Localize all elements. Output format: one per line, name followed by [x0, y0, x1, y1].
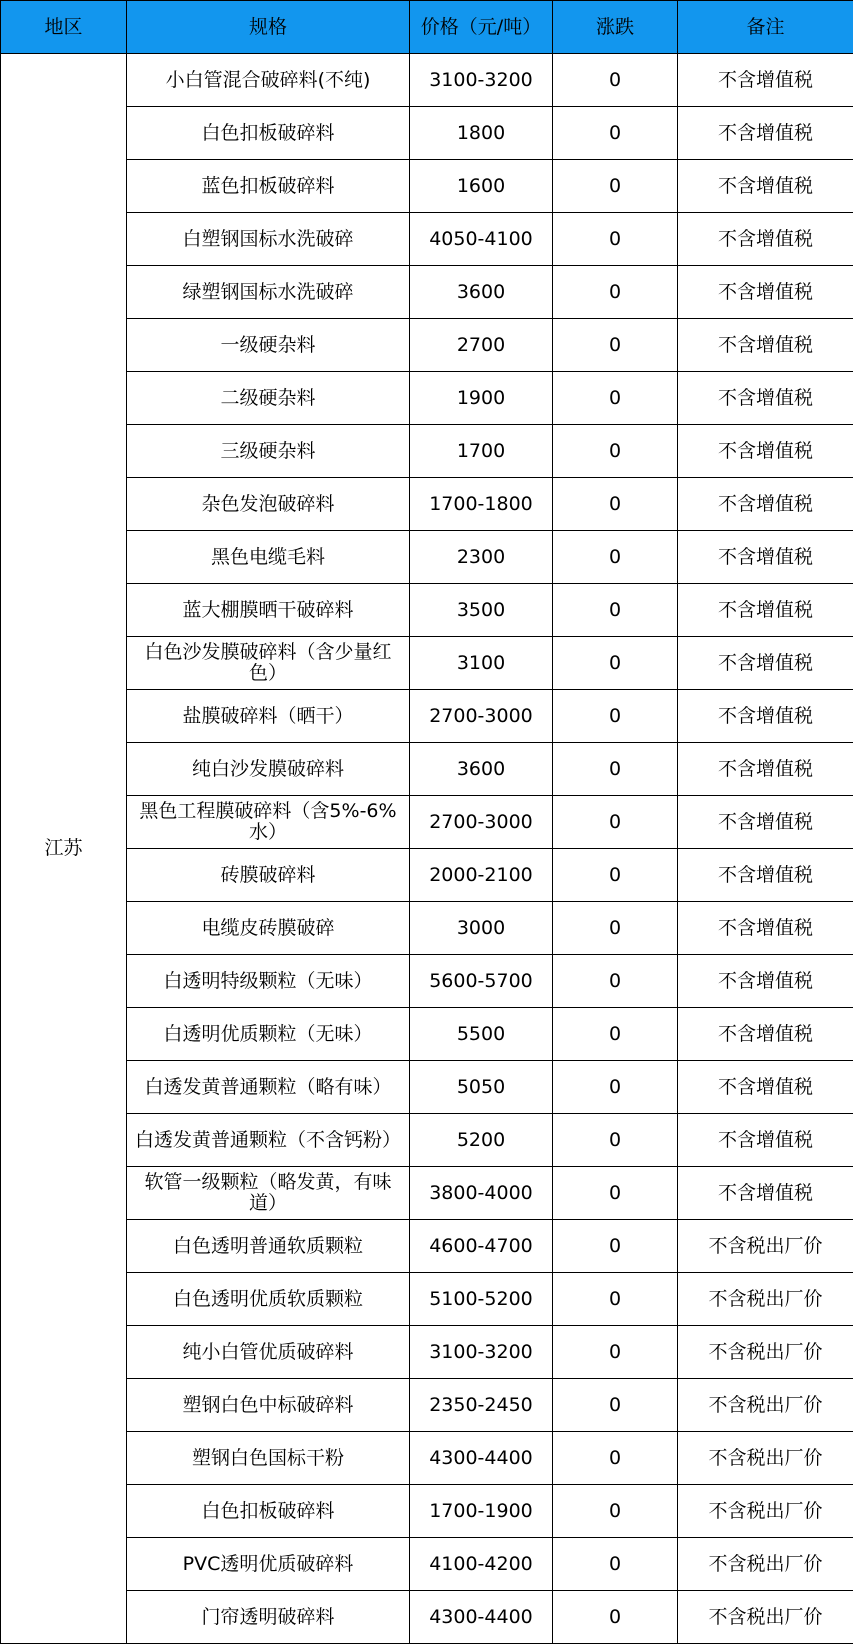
change-cell: 0: [553, 584, 678, 637]
price-cell: 3000: [410, 902, 553, 955]
change-cell: 0: [553, 690, 678, 743]
change-cell: 0: [553, 425, 678, 478]
note-cell: 不含税出厂价: [678, 1220, 853, 1273]
price-cell: 5600-5700: [410, 955, 553, 1008]
price-cell: 4300-4400: [410, 1432, 553, 1485]
spec-cell: 白色透明优质软质颗粒: [127, 1273, 410, 1326]
price-cell: 1800: [410, 107, 553, 160]
note-cell: 不含税出厂价: [678, 1379, 853, 1432]
table-row: [1, 796, 853, 849]
note-cell: 不含税出厂价: [678, 1273, 853, 1326]
price-cell: 4600-4700: [410, 1220, 553, 1273]
table-row: [1, 319, 853, 372]
spec-cell: 三级硬杂料: [127, 425, 410, 478]
spec-cell: 白色沙发膜破碎料（含少量红色）: [127, 637, 410, 690]
table-row: [1, 637, 853, 690]
price-cell: 1700-1900: [410, 1485, 553, 1538]
change-cell: 0: [553, 796, 678, 849]
note-cell: 不含税出厂价: [678, 1538, 853, 1591]
change-cell: 0: [553, 1326, 678, 1379]
table-row: [1, 1273, 853, 1326]
table-row: [1, 478, 853, 531]
table-row: [1, 1538, 853, 1591]
change-cell: 0: [553, 1220, 678, 1273]
change-cell: 0: [553, 213, 678, 266]
table-row: [1, 372, 853, 425]
table-row: [1, 531, 853, 584]
change-cell: 0: [553, 955, 678, 1008]
table-row: [1, 1167, 853, 1220]
price-cell: 4050-4100: [410, 213, 553, 266]
change-cell: 0: [553, 160, 678, 213]
note-cell: 不含增值税: [678, 637, 853, 690]
note-cell: 不含税出厂价: [678, 1485, 853, 1538]
table-row: [1, 1485, 853, 1538]
note-cell: 不含增值税: [678, 1008, 853, 1061]
note-cell: 不含增值税: [678, 849, 853, 902]
table-row: [1, 584, 853, 637]
spec-cell: 小白管混合破碎料(不纯): [127, 54, 410, 107]
note-cell: 不含增值税: [678, 54, 853, 107]
spec-cell: 黑色工程膜破碎料（含5%-6%水）: [127, 796, 410, 849]
spec-cell: 白色扣板破碎料: [127, 1485, 410, 1538]
header-note: 备注: [678, 1, 853, 54]
price-cell: 4300-4400: [410, 1591, 553, 1644]
change-cell: 0: [553, 319, 678, 372]
price-cell: 3500: [410, 584, 553, 637]
note-cell: 不含税出厂价: [678, 1326, 853, 1379]
price-cell: 2700-3000: [410, 796, 553, 849]
change-cell: 0: [553, 743, 678, 796]
note-cell: 不含税出厂价: [678, 1432, 853, 1485]
table-row: [1, 1591, 853, 1644]
table-row: [1, 1326, 853, 1379]
table-header-row: [1, 1, 853, 54]
spec-cell: 白透明特级颗粒（无味）: [127, 955, 410, 1008]
price-cell: 2700: [410, 319, 553, 372]
price-cell: 5050: [410, 1061, 553, 1114]
price-cell: 2000-2100: [410, 849, 553, 902]
note-cell: 不含增值税: [678, 1167, 853, 1220]
note-cell: 不含增值税: [678, 319, 853, 372]
note-cell: 不含增值税: [678, 743, 853, 796]
table-row: [1, 107, 853, 160]
note-cell: 不含增值税: [678, 213, 853, 266]
price-cell: 1700: [410, 425, 553, 478]
spec-cell: 二级硬杂料: [127, 372, 410, 425]
table-body: [1, 54, 853, 1644]
table-row: [1, 1432, 853, 1485]
spec-cell: 白透明优质颗粒（无味）: [127, 1008, 410, 1061]
change-cell: 0: [553, 1379, 678, 1432]
note-cell: 不含增值税: [678, 372, 853, 425]
change-cell: 0: [553, 1167, 678, 1220]
change-cell: 0: [553, 902, 678, 955]
spec-cell: 门帘透明破碎料: [127, 1591, 410, 1644]
change-cell: 0: [553, 1538, 678, 1591]
table-row: [1, 902, 853, 955]
spec-cell: 白透发黄普通颗粒（略有味）: [127, 1061, 410, 1114]
change-cell: 0: [553, 1114, 678, 1167]
change-cell: 0: [553, 1273, 678, 1326]
price-cell: 1600: [410, 160, 553, 213]
spec-cell: 电缆皮砖膜破碎: [127, 902, 410, 955]
price-cell: 3100: [410, 637, 553, 690]
table-row: [1, 955, 853, 1008]
spec-cell: 白透发黄普通颗粒（不含钙粉）: [127, 1114, 410, 1167]
price-cell: 5500: [410, 1008, 553, 1061]
region-cell: 江苏: [1, 54, 127, 1644]
price-cell: 2300: [410, 531, 553, 584]
spec-cell: 白塑钢国标水洗破碎: [127, 213, 410, 266]
price-cell: 3100-3200: [410, 1326, 553, 1379]
spec-cell: 白色透明普通软质颗粒: [127, 1220, 410, 1273]
change-cell: 0: [553, 637, 678, 690]
spec-cell: 纯小白管优质破碎料: [127, 1326, 410, 1379]
spec-cell: PVC透明优质破碎料: [127, 1538, 410, 1591]
note-cell: 不含增值税: [678, 902, 853, 955]
note-cell: 不含增值税: [678, 266, 853, 319]
note-cell: 不含增值税: [678, 160, 853, 213]
note-cell: 不含税出厂价: [678, 1591, 853, 1644]
header-spec: 规格: [127, 1, 410, 54]
note-cell: 不含增值税: [678, 425, 853, 478]
table-row: [1, 690, 853, 743]
price-cell: 3800-4000: [410, 1167, 553, 1220]
spec-cell: 塑钢白色中标破碎料: [127, 1379, 410, 1432]
note-cell: 不含增值税: [678, 107, 853, 160]
change-cell: 0: [553, 1485, 678, 1538]
table-row: [1, 266, 853, 319]
change-cell: 0: [553, 1432, 678, 1485]
change-cell: 0: [553, 1061, 678, 1114]
table-row: [1, 54, 853, 107]
note-cell: 不含增值税: [678, 478, 853, 531]
note-cell: 不含增值税: [678, 584, 853, 637]
table-row: [1, 1061, 853, 1114]
header-price: 价格（元/吨）: [410, 1, 553, 54]
price-cell: 5100-5200: [410, 1273, 553, 1326]
price-cell: 1900: [410, 372, 553, 425]
table-row: [1, 743, 853, 796]
price-cell: 2350-2450: [410, 1379, 553, 1432]
table-row: [1, 425, 853, 478]
price-cell: 5200: [410, 1114, 553, 1167]
price-cell: 3600: [410, 266, 553, 319]
spec-cell: 纯白沙发膜破碎料: [127, 743, 410, 796]
table-row: [1, 1114, 853, 1167]
spec-cell: 砖膜破碎料: [127, 849, 410, 902]
change-cell: 0: [553, 531, 678, 584]
spec-cell: 绿塑钢国标水洗破碎: [127, 266, 410, 319]
spec-cell: 一级硬杂料: [127, 319, 410, 372]
change-cell: 0: [553, 478, 678, 531]
note-cell: 不含增值税: [678, 690, 853, 743]
spec-cell: 软管一级颗粒（略发黄，有味道）: [127, 1167, 410, 1220]
table-row: [1, 849, 853, 902]
spec-cell: 蓝大棚膜晒干破碎料: [127, 584, 410, 637]
note-cell: 不含增值税: [678, 531, 853, 584]
spec-cell: 蓝色扣板破碎料: [127, 160, 410, 213]
price-cell: 2700-3000: [410, 690, 553, 743]
change-cell: 0: [553, 107, 678, 160]
table-row: [1, 1008, 853, 1061]
price-cell: 1700-1800: [410, 478, 553, 531]
spec-cell: 盐膜破碎料（晒干）: [127, 690, 410, 743]
change-cell: 0: [553, 372, 678, 425]
note-cell: 不含增值税: [678, 1114, 853, 1167]
header-region: 地区: [1, 1, 127, 54]
spec-cell: 白色扣板破碎料: [127, 107, 410, 160]
header-change: 涨跌: [553, 1, 678, 54]
spec-cell: 杂色发泡破碎料: [127, 478, 410, 531]
price-cell: 3100-3200: [410, 54, 553, 107]
table-row: [1, 1220, 853, 1273]
price-cell: 3600: [410, 743, 553, 796]
price-cell: 4100-4200: [410, 1538, 553, 1591]
note-cell: 不含增值税: [678, 955, 853, 1008]
note-cell: 不含增值税: [678, 1061, 853, 1114]
note-cell: 不含增值税: [678, 796, 853, 849]
spec-cell: 黑色电缆毛料: [127, 531, 410, 584]
change-cell: 0: [553, 849, 678, 902]
table-row: [1, 160, 853, 213]
table-row: [1, 213, 853, 266]
change-cell: 0: [553, 266, 678, 319]
change-cell: 0: [553, 1591, 678, 1644]
table-row: [1, 1379, 853, 1432]
change-cell: 0: [553, 54, 678, 107]
change-cell: 0: [553, 1008, 678, 1061]
spec-cell: 塑钢白色国标干粉: [127, 1432, 410, 1485]
